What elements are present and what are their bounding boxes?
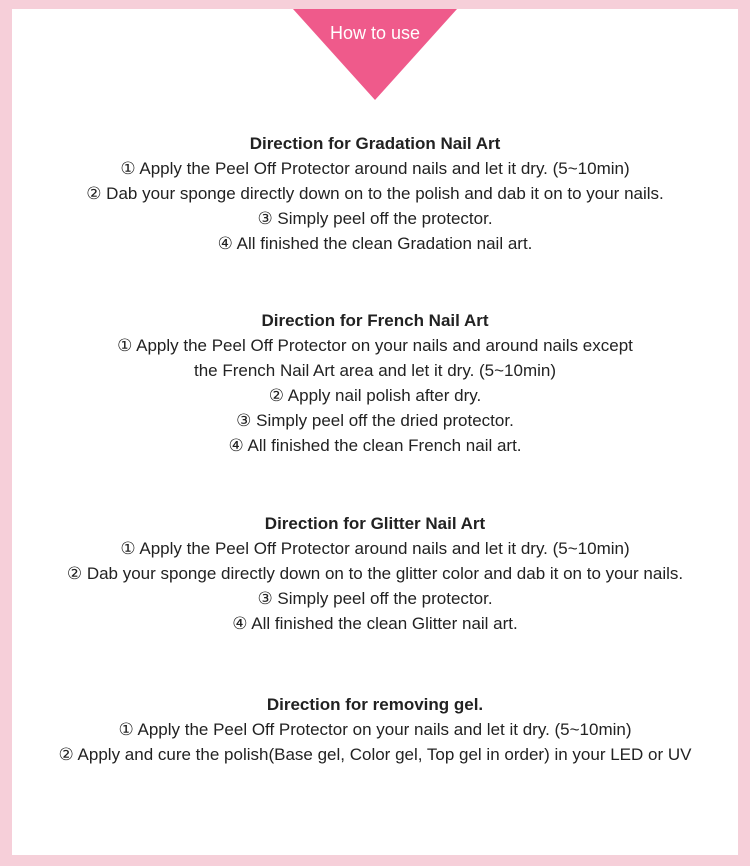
section-title: Direction for French Nail Art	[261, 311, 489, 330]
instruction-line: the French Nail Art area and let it dry. (5~10min)	[193, 361, 557, 380]
instruction-line: ③ Simply peel off the dried protector.	[236, 411, 514, 430]
instruction-line: ④ All finished the clean French nail art.	[228, 436, 522, 455]
instruction-line: ② Apply and cure the polish(Base gel, Color gel, Top gel in order) in your LED or UV	[58, 745, 692, 764]
instruction-line: ② Dab your sponge directly down on to the glitter color and dab it on to your nails.	[66, 564, 684, 583]
instruction-line: ③ Simply peel off the protector.	[257, 589, 493, 608]
instruction-line: ② Dab your sponge directly down on to the polish and dab it on to your nails.	[86, 184, 664, 203]
instruction-line: ① Apply the Peel Off Protector on your nails and let it dry. (5~10min)	[118, 720, 632, 739]
section-title: Direction for Gradation Nail Art	[249, 134, 501, 153]
section-gradation	[12, 131, 738, 256]
section-title: Direction for Glitter Nail Art	[264, 514, 486, 533]
instruction-line: ④ All finished the clean Gradation nail art.	[217, 234, 533, 253]
section-removing-gel	[12, 692, 738, 767]
section-glitter	[12, 511, 738, 636]
instruction-line: ④ All finished the clean Glitter nail art.	[232, 614, 518, 633]
instruction-line: ① Apply the Peel Off Protector on your nails and around nails except	[117, 336, 633, 355]
instruction-line: ② Apply nail polish after dry.	[268, 386, 482, 405]
instruction-line: ① Apply the Peel Off Protector around nails and let it dry. (5~10min)	[120, 159, 630, 178]
section-french	[12, 308, 738, 458]
section-title: Direction for removing gel.	[266, 695, 484, 714]
badge-label: How to use	[329, 23, 421, 43]
how-to-use-badge	[293, 9, 457, 100]
instruction-line: ③ Simply peel off the protector.	[257, 209, 493, 228]
instruction-line: ① Apply the Peel Off Protector around nails and let it dry. (5~10min)	[120, 539, 630, 558]
